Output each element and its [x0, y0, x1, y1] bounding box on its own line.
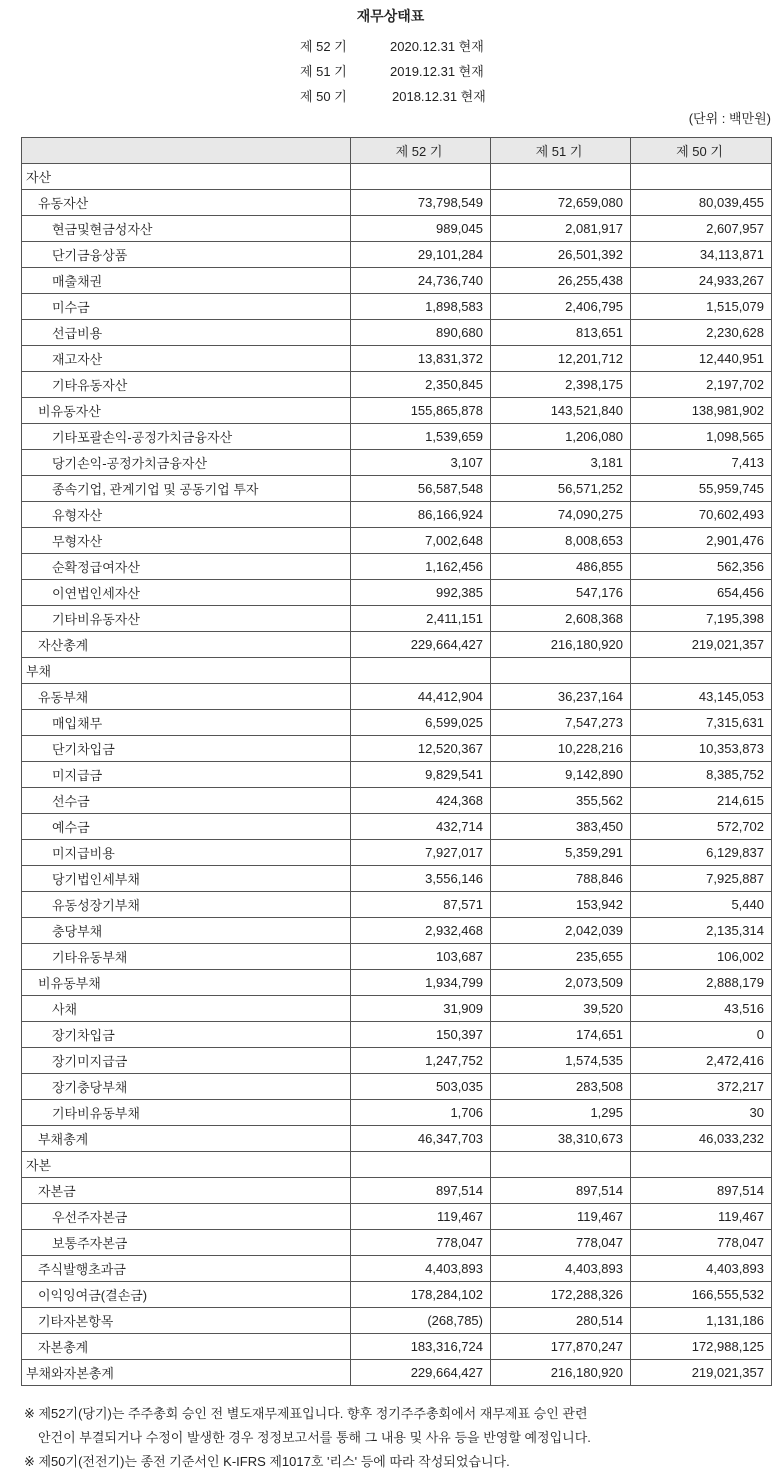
page-title: 재무상태표 — [356, 8, 425, 24]
row-value: 383,450 — [491, 814, 631, 840]
row-label: 예수금 — [22, 814, 351, 840]
row-value: 547,176 — [491, 580, 631, 606]
row-value: 1,515,079 — [631, 294, 772, 320]
row-label: 매출채권 — [22, 268, 351, 294]
row-value: 7,195,398 — [631, 606, 772, 632]
table-row — [22, 554, 772, 580]
row-value: 87,571 — [351, 892, 491, 918]
row-label: 비유동자산 — [22, 398, 351, 424]
row-value: 10,353,873 — [631, 736, 772, 762]
row-value: 2,042,039 — [491, 918, 631, 944]
row-value: 34,113,871 — [631, 242, 772, 268]
table-row — [22, 866, 772, 892]
row-value: 8,385,752 — [631, 762, 772, 788]
row-value: 1,162,456 — [351, 554, 491, 580]
row-value: 3,181 — [491, 450, 631, 476]
row-label: 무형자산 — [22, 528, 351, 554]
footnote: ※ 제52기(당기)는 주주총회 승인 전 별도재무제표입니다. 향후 정기주주총회에서 재무제표 승인 관련 — [24, 1406, 588, 1421]
row-value: 1,706 — [351, 1100, 491, 1126]
row-value: 219,021,357 — [631, 1360, 772, 1386]
table-row — [22, 580, 772, 606]
row-value: 372,217 — [631, 1074, 772, 1100]
row-value: 4,403,893 — [351, 1256, 491, 1282]
row-label: 미지급금 — [22, 762, 351, 788]
row-label: 자산 — [22, 164, 351, 190]
table-row — [22, 814, 772, 840]
row-value: 29,101,284 — [351, 242, 491, 268]
row-value — [491, 658, 631, 684]
row-value: 4,403,893 — [631, 1256, 772, 1282]
row-value: 1,539,659 — [351, 424, 491, 450]
row-value: 5,359,291 — [491, 840, 631, 866]
row-label: 장기미지급금 — [22, 1048, 351, 1074]
row-value: 86,166,924 — [351, 502, 491, 528]
row-value: 7,927,017 — [351, 840, 491, 866]
row-value: 6,129,837 — [631, 840, 772, 866]
row-value: 2,888,179 — [631, 970, 772, 996]
header-row — [22, 138, 772, 164]
table-row — [22, 944, 772, 970]
row-value: 897,514 — [491, 1178, 631, 1204]
row-value: 150,397 — [351, 1022, 491, 1048]
table-row — [22, 996, 772, 1022]
row-label: 자본 — [22, 1152, 351, 1178]
table-row — [22, 528, 772, 554]
table-row — [22, 1048, 772, 1074]
period-label: 제 51 기 — [300, 64, 347, 79]
row-value: 890,680 — [351, 320, 491, 346]
row-label: 유형자산 — [22, 502, 351, 528]
row-label: 유동자산 — [22, 190, 351, 216]
row-label: 재고자산 — [22, 346, 351, 372]
table-row — [22, 1230, 772, 1256]
row-label: 보통주자본금 — [22, 1230, 351, 1256]
row-value — [351, 658, 491, 684]
row-value: 74,090,275 — [491, 502, 631, 528]
table-row — [22, 840, 772, 866]
row-value: 562,356 — [631, 554, 772, 580]
row-value: 2,472,416 — [631, 1048, 772, 1074]
table-row — [22, 268, 772, 294]
row-label: 단기차입금 — [22, 736, 351, 762]
header-period-50: 제 50 기 — [631, 138, 772, 164]
row-value: 56,587,548 — [351, 476, 491, 502]
row-value — [491, 1152, 631, 1178]
row-value: 897,514 — [351, 1178, 491, 1204]
row-label: 장기충당부채 — [22, 1074, 351, 1100]
row-value: 13,831,372 — [351, 346, 491, 372]
table-row — [22, 294, 772, 320]
row-value: 432,714 — [351, 814, 491, 840]
row-value — [631, 164, 772, 190]
table-row — [22, 736, 772, 762]
table-row — [22, 424, 772, 450]
row-value: 2,398,175 — [491, 372, 631, 398]
row-value: 424,368 — [351, 788, 491, 814]
row-value: 355,562 — [491, 788, 631, 814]
row-label: 유동성장기부채 — [22, 892, 351, 918]
row-value: (268,785) — [351, 1308, 491, 1334]
row-value: 172,988,125 — [631, 1334, 772, 1360]
row-value — [491, 164, 631, 190]
row-value: 4,403,893 — [491, 1256, 631, 1282]
footnote: ※ 제50기(전전기)는 종전 기준서인 K-IFRS 제1017호 '리스' 등에 따라 작성되었습니다. — [24, 1454, 510, 1469]
row-value: 813,651 — [491, 320, 631, 346]
row-value: 177,870,247 — [491, 1334, 631, 1360]
row-value: 219,021,357 — [631, 632, 772, 658]
row-value: 43,516 — [631, 996, 772, 1022]
header-period-52: 제 52 기 — [351, 138, 491, 164]
table-row — [22, 242, 772, 268]
row-label: 장기차입금 — [22, 1022, 351, 1048]
row-label: 종속기업, 관계기업 및 공동기업 투자 — [22, 476, 351, 502]
row-value: 2,901,476 — [631, 528, 772, 554]
row-value: 7,925,887 — [631, 866, 772, 892]
row-value: 119,467 — [491, 1204, 631, 1230]
row-value: 2,350,845 — [351, 372, 491, 398]
balance-sheet-table — [21, 137, 772, 1386]
row-label: 선급비용 — [22, 320, 351, 346]
row-value: 106,002 — [631, 944, 772, 970]
row-value: 503,035 — [351, 1074, 491, 1100]
row-value: 1,934,799 — [351, 970, 491, 996]
row-value: 70,602,493 — [631, 502, 772, 528]
row-value: 1,247,752 — [351, 1048, 491, 1074]
row-value: 46,033,232 — [631, 1126, 772, 1152]
table-row — [22, 450, 772, 476]
row-value: 55,959,745 — [631, 476, 772, 502]
row-label: 이익잉여금(결손금) — [22, 1282, 351, 1308]
row-value: 0 — [631, 1022, 772, 1048]
row-value: 8,008,653 — [491, 528, 631, 554]
row-value: 5,440 — [631, 892, 772, 918]
footnote: 안건이 부결되거나 수정이 발생한 경우 정정보고서를 통해 그 내용 및 사유 등을 반영할 예정입니다. — [38, 1430, 591, 1445]
row-label: 기타포괄손익-공정가치금융자산 — [22, 424, 351, 450]
row-value: 7,315,631 — [631, 710, 772, 736]
row-label: 기타유동자산 — [22, 372, 351, 398]
period-date: 2019.12.31 현재 — [390, 64, 484, 79]
row-value: 229,664,427 — [351, 1360, 491, 1386]
row-value: 778,047 — [351, 1230, 491, 1256]
row-value: 2,406,795 — [491, 294, 631, 320]
row-value: 989,045 — [351, 216, 491, 242]
row-value: 26,255,438 — [491, 268, 631, 294]
row-value: 897,514 — [631, 1178, 772, 1204]
table-row — [22, 658, 772, 684]
row-value: 1,898,583 — [351, 294, 491, 320]
row-value: 778,047 — [631, 1230, 772, 1256]
row-value: 43,145,053 — [631, 684, 772, 710]
row-label: 자본금 — [22, 1178, 351, 1204]
table-row — [22, 190, 772, 216]
row-value: 1,131,186 — [631, 1308, 772, 1334]
table-row — [22, 788, 772, 814]
row-value: 119,467 — [351, 1204, 491, 1230]
table-row — [22, 892, 772, 918]
row-value: 1,574,535 — [491, 1048, 631, 1074]
period-date: 2020.12.31 현재 — [390, 39, 484, 54]
table-row — [22, 1334, 772, 1360]
row-value — [631, 1152, 772, 1178]
row-value: 654,456 — [631, 580, 772, 606]
row-value: 992,385 — [351, 580, 491, 606]
table-row — [22, 1256, 772, 1282]
row-value: 31,909 — [351, 996, 491, 1022]
table-row — [22, 502, 772, 528]
row-label: 유동부채 — [22, 684, 351, 710]
table-row — [22, 398, 772, 424]
row-value: 229,664,427 — [351, 632, 491, 658]
row-value: 3,556,146 — [351, 866, 491, 892]
row-value: 9,142,890 — [491, 762, 631, 788]
row-value: 12,201,712 — [491, 346, 631, 372]
row-value: 30 — [631, 1100, 772, 1126]
row-label: 순확정급여자산 — [22, 554, 351, 580]
table-row — [22, 476, 772, 502]
row-value: 7,413 — [631, 450, 772, 476]
row-value: 166,555,532 — [631, 1282, 772, 1308]
row-value: 24,736,740 — [351, 268, 491, 294]
row-value: 214,615 — [631, 788, 772, 814]
row-value: 38,310,673 — [491, 1126, 631, 1152]
row-value: 572,702 — [631, 814, 772, 840]
row-value: 10,228,216 — [491, 736, 631, 762]
table-row — [22, 710, 772, 736]
header-label — [22, 138, 351, 164]
period-label: 제 50 기 — [300, 89, 347, 104]
row-value: 2,135,314 — [631, 918, 772, 944]
row-value: 2,230,628 — [631, 320, 772, 346]
period-date: 2018.12.31 현재 — [392, 89, 486, 104]
row-value: 6,599,025 — [351, 710, 491, 736]
row-value: 24,933,267 — [631, 268, 772, 294]
row-value: 1,206,080 — [491, 424, 631, 450]
row-value: 7,002,648 — [351, 528, 491, 554]
row-value: 216,180,920 — [491, 1360, 631, 1386]
row-value: 2,197,702 — [631, 372, 772, 398]
row-value: 36,237,164 — [491, 684, 631, 710]
table-row — [22, 372, 772, 398]
row-value: 788,846 — [491, 866, 631, 892]
row-value: 778,047 — [491, 1230, 631, 1256]
row-value: 2,932,468 — [351, 918, 491, 944]
row-value: 280,514 — [491, 1308, 631, 1334]
row-value: 283,508 — [491, 1074, 631, 1100]
row-value: 172,288,326 — [491, 1282, 631, 1308]
row-value: 39,520 — [491, 996, 631, 1022]
table-row — [22, 1100, 772, 1126]
table-row — [22, 1022, 772, 1048]
table-row — [22, 346, 772, 372]
row-value — [351, 164, 491, 190]
row-value: 12,440,951 — [631, 346, 772, 372]
row-value: 2,081,917 — [491, 216, 631, 242]
row-value: 2,607,957 — [631, 216, 772, 242]
row-label: 사채 — [22, 996, 351, 1022]
row-value: 2,073,509 — [491, 970, 631, 996]
row-label: 미지급비용 — [22, 840, 351, 866]
row-label: 선수금 — [22, 788, 351, 814]
row-value: 235,655 — [491, 944, 631, 970]
row-value: 80,039,455 — [631, 190, 772, 216]
unit-label: (단위 : 백만원) — [688, 111, 771, 126]
row-label: 주식발행초과금 — [22, 1256, 351, 1282]
row-label: 기타비유동부채 — [22, 1100, 351, 1126]
row-value: 103,687 — [351, 944, 491, 970]
row-label: 자본총계 — [22, 1334, 351, 1360]
table-row — [22, 1152, 772, 1178]
table-row — [22, 320, 772, 346]
row-label: 비유동부채 — [22, 970, 351, 996]
row-label: 이연법인세자산 — [22, 580, 351, 606]
row-label: 기타비유동자산 — [22, 606, 351, 632]
row-value: 12,520,367 — [351, 736, 491, 762]
table-row — [22, 762, 772, 788]
table-row — [22, 164, 772, 190]
row-label: 자산총계 — [22, 632, 351, 658]
row-value — [631, 658, 772, 684]
row-value: 486,855 — [491, 554, 631, 580]
row-value: 183,316,724 — [351, 1334, 491, 1360]
table-row — [22, 1282, 772, 1308]
row-value: 138,981,902 — [631, 398, 772, 424]
row-label: 단기금융상품 — [22, 242, 351, 268]
row-label: 부채총계 — [22, 1126, 351, 1152]
row-value: 2,608,368 — [491, 606, 631, 632]
row-value — [351, 1152, 491, 1178]
row-label: 미수금 — [22, 294, 351, 320]
row-value: 26,501,392 — [491, 242, 631, 268]
row-value: 44,412,904 — [351, 684, 491, 710]
row-label: 기타유동부채 — [22, 944, 351, 970]
row-value: 119,467 — [631, 1204, 772, 1230]
row-label: 부채와자본총계 — [22, 1360, 351, 1386]
row-value: 1,098,565 — [631, 424, 772, 450]
row-value: 2,411,151 — [351, 606, 491, 632]
table-row — [22, 1204, 772, 1230]
row-value: 9,829,541 — [351, 762, 491, 788]
table-row — [22, 1308, 772, 1334]
row-value: 72,659,080 — [491, 190, 631, 216]
row-label: 충당부채 — [22, 918, 351, 944]
row-value: 174,651 — [491, 1022, 631, 1048]
row-label: 당기법인세부채 — [22, 866, 351, 892]
row-value: 46,347,703 — [351, 1126, 491, 1152]
row-value: 7,547,273 — [491, 710, 631, 736]
row-value: 153,942 — [491, 892, 631, 918]
table-row — [22, 1126, 772, 1152]
row-label: 부채 — [22, 658, 351, 684]
row-value: 143,521,840 — [491, 398, 631, 424]
table-row — [22, 1360, 772, 1386]
row-value: 155,865,878 — [351, 398, 491, 424]
table-row — [22, 684, 772, 710]
row-value: 3,107 — [351, 450, 491, 476]
row-label: 매입채무 — [22, 710, 351, 736]
table-row — [22, 1074, 772, 1100]
row-label: 우선주자본금 — [22, 1204, 351, 1230]
row-value: 178,284,102 — [351, 1282, 491, 1308]
table-row — [22, 216, 772, 242]
row-value: 56,571,252 — [491, 476, 631, 502]
table-row — [22, 632, 772, 658]
table-row — [22, 918, 772, 944]
row-label: 당기손익-공정가치금융자산 — [22, 450, 351, 476]
table-row — [22, 1178, 772, 1204]
period-label: 제 52 기 — [300, 39, 347, 54]
table-row — [22, 970, 772, 996]
header-period-51: 제 51 기 — [491, 138, 631, 164]
row-value: 1,295 — [491, 1100, 631, 1126]
table-row — [22, 606, 772, 632]
row-label: 현금및현금성자산 — [22, 216, 351, 242]
row-label: 기타자본항목 — [22, 1308, 351, 1334]
row-value: 73,798,549 — [351, 190, 491, 216]
row-value: 216,180,920 — [491, 632, 631, 658]
